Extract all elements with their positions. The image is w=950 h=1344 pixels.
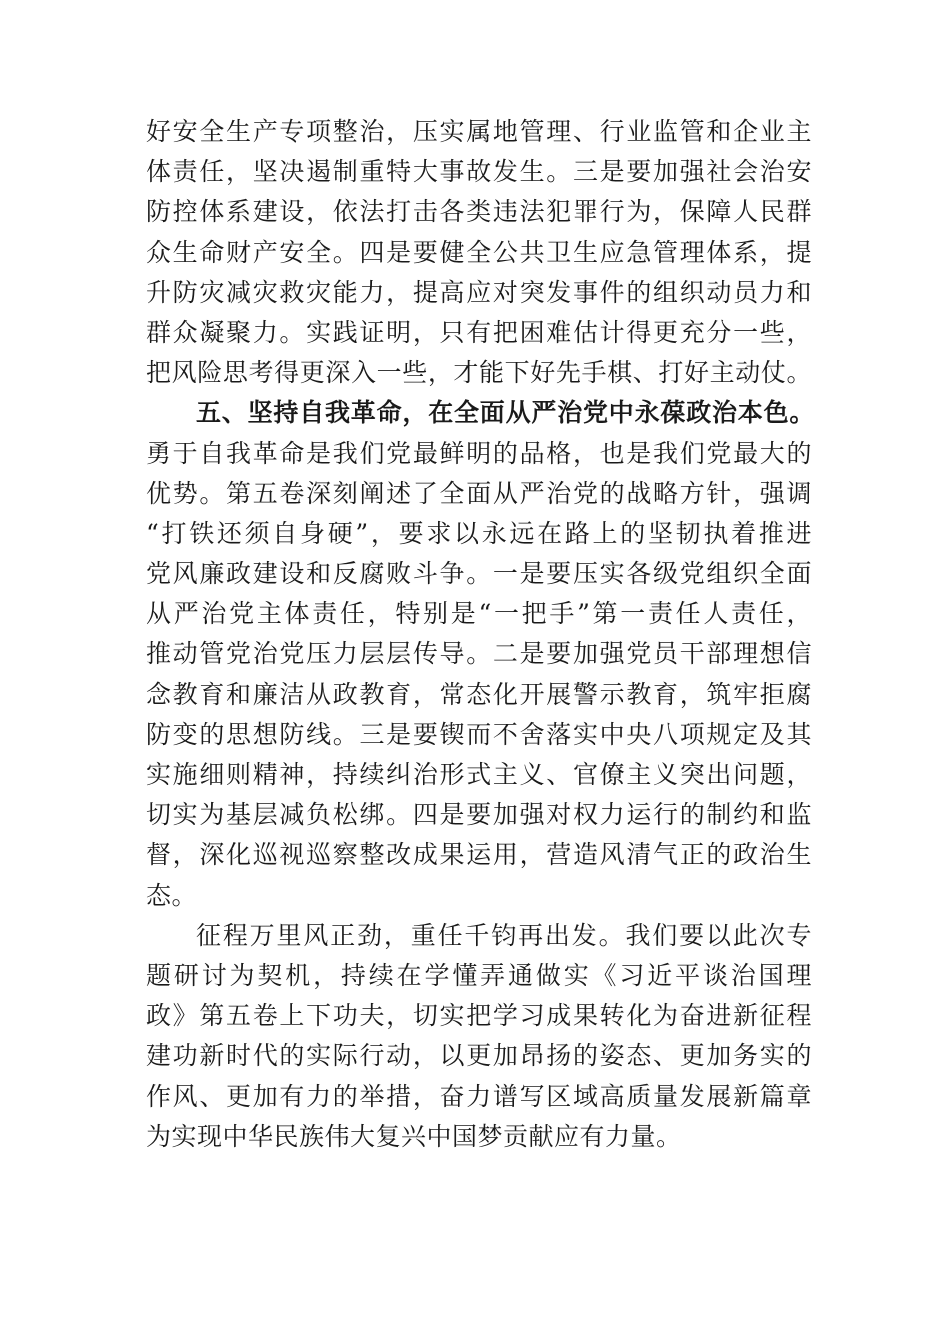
text-line: 政》第五卷上下功夫，切实把学习成果转化为奋进新征程 xyxy=(146,1001,812,1031)
text-line: 党风廉政建设和反腐败斗争。一是要压实各级党组织全面 xyxy=(146,559,812,589)
text-line: 把风险思考得更深入一些，才能下好先手棋、打好主动仗。 xyxy=(146,358,812,388)
text-line: 推动管党治党压力层层传导。二是要加强党员干部理想信 xyxy=(146,639,812,669)
text-line: 切实为基层减负松绑。四是要加强对权力运行的制约和监 xyxy=(146,800,812,830)
section-heading: 五、坚持自我革命，在全面从严治党中永葆政治本色。 xyxy=(196,398,816,428)
text-line: 群众凝聚力。实践证明，只有把困难估计得更充分一些， xyxy=(146,317,812,347)
text-line: 实施细则精神，持续纠治形式主义、官僚主义突出问题， xyxy=(146,760,812,789)
paragraph-risk-prevention xyxy=(146,112,812,393)
text-line: 题研讨为契机，持续在学懂弄通做实《习近平谈治国理 xyxy=(146,960,812,990)
text-line: 体责任，坚决遏制重特大事故发生。三是要加强社会治安 xyxy=(146,157,812,187)
text-line: 作风、更加有力的举措，奋力谱写区域高质量发展新篇章 xyxy=(146,1081,812,1111)
text-line: 众生命财产安全。四是要健全公共卫生应急管理体系，提 xyxy=(146,237,812,267)
text-line: 征程万里风正劲，重任千钧再出发。我们要以此次专 xyxy=(196,920,812,950)
paragraph-conclusion xyxy=(146,916,812,1157)
text-line: 勇于自我革命是我们党最鲜明的品格，也是我们党最大的 xyxy=(146,438,812,468)
text-line: 好安全生产专项整治，压实属地管理、行业监管和企业主 xyxy=(146,117,812,146)
paragraph-self-revolution xyxy=(146,393,816,915)
text-line: 为实现中华民族伟大复兴中国梦贡献应有力量。 xyxy=(146,1121,682,1151)
text-line: 督，深化巡视巡察整改成果运用，营造风清气正的政治生 xyxy=(146,840,812,870)
text-line: 优势。第五卷深刻阐述了全面从严治党的战略方针，强调 xyxy=(146,478,812,508)
text-line: 升防灾减灾救灾能力，提高应对突发事件的组织动员力和 xyxy=(146,277,812,307)
text-line: 防控体系建设，依法打击各类违法犯罪行为，保障人民群 xyxy=(146,197,812,227)
text-line: 建功新时代的实际行动，以更加昂扬的姿态、更加务实的 xyxy=(146,1041,812,1071)
text-line: 防变的思想防线。三是要锲而不舍落实中央八项规定及其 xyxy=(146,719,812,749)
document-body xyxy=(146,112,816,1157)
text-line: 态。 xyxy=(146,880,198,910)
text-line: 从严治党主体责任，特别是“一把手”第一责任人责任， xyxy=(146,599,812,629)
text-line: “打铁还须自身硬”，要求以永远在路上的坚韧执着推进 xyxy=(146,518,812,548)
text-line: 念教育和廉洁从政教育，常态化开展警示教育，筑牢拒腐 xyxy=(146,679,812,709)
